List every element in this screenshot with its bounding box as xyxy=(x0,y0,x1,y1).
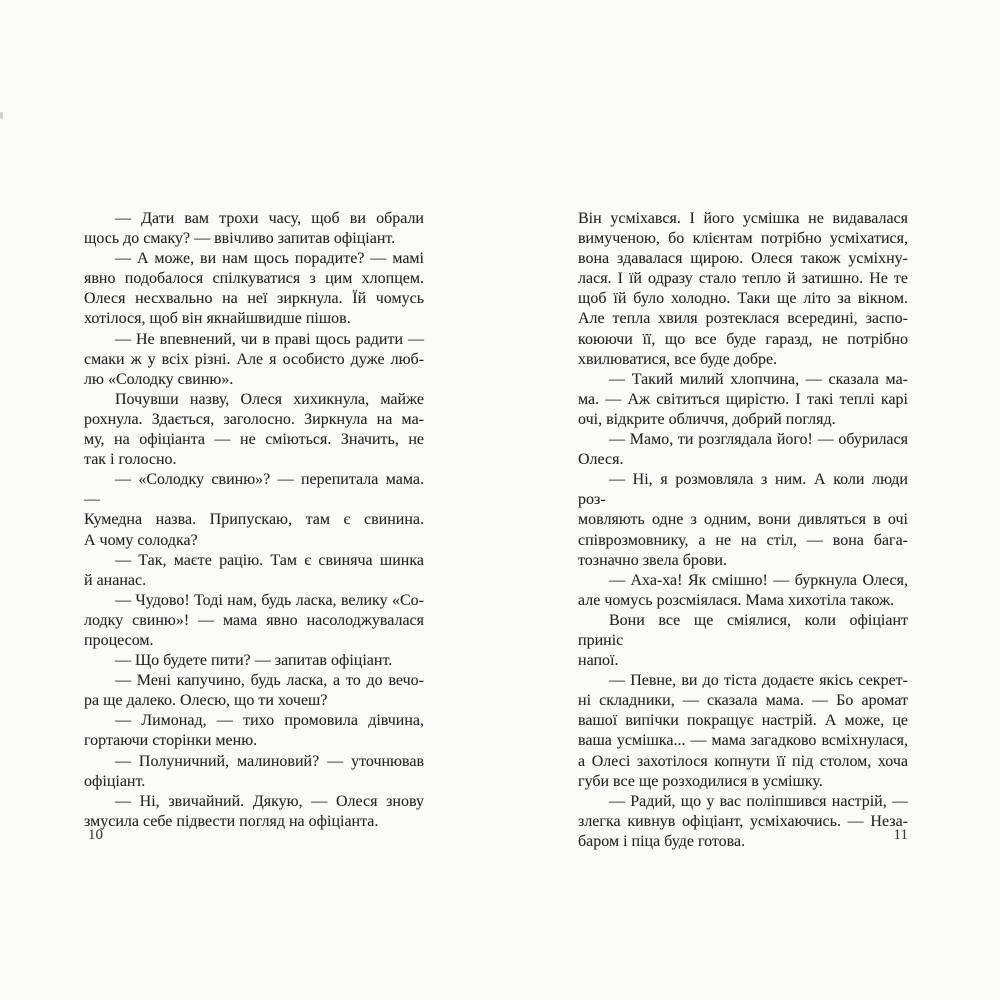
paragraph xyxy=(84,752,424,792)
text-line: — Дати вам трохи часу, щоб ви обрали xyxy=(115,210,424,227)
text-line: гортаючи сторінки меню. xyxy=(84,732,258,750)
text-line: напої. xyxy=(578,652,619,670)
text-line: Олеся несхвально на неї зиркнула. Їй чомусь xyxy=(84,290,424,308)
paragraph xyxy=(578,430,908,470)
text-line: Олеся. xyxy=(578,451,624,469)
paragraph xyxy=(578,209,908,370)
text-line: — Аха-ха! Як смішно! — буркнула Олеся, xyxy=(609,571,908,589)
text-line: офіціант. xyxy=(84,772,146,790)
page-number-left: 10 xyxy=(88,827,103,843)
text-line: Вони все ще сміялися, коли офіціант приніс xyxy=(578,611,908,649)
text-line: так і голосно. xyxy=(84,451,177,469)
text-line: а Олесі захотілося копнути її під столом, хоча xyxy=(578,752,908,770)
text-line: — Такий милий хлопчина, — сказала ма- xyxy=(609,370,908,388)
paragraph xyxy=(578,370,908,430)
text-line: му, на офіціанта — не сміються. Значить, не xyxy=(84,431,424,449)
text-line: мовляють одне з одним, вони дивляться в очі xyxy=(578,511,908,529)
page-number-right: 11 xyxy=(893,827,908,843)
text-line: — Лимонад, — тихо промовила дівчина, xyxy=(115,712,424,730)
text-line: вимученою, бо клієнтам потрібно усміхатися, xyxy=(578,230,908,248)
text-line: хвилюватися, все буде добре. xyxy=(578,350,778,368)
scan-artifact xyxy=(0,112,3,119)
paragraph xyxy=(84,651,424,671)
paragraph xyxy=(84,330,424,390)
text-line: — Ні, я розмовляла з ним. А коли люди роз- xyxy=(578,471,908,509)
paragraph xyxy=(84,711,424,751)
paragraph xyxy=(578,611,908,671)
paragraph xyxy=(84,249,424,329)
paragraph xyxy=(84,671,424,711)
text-line: рохнула. Здається, заголосно. Зиркнула на ма- xyxy=(84,410,424,428)
text-line: тозначно звела брови. xyxy=(578,551,727,569)
text-line: — Не впевнений, чи в праві щось радити — xyxy=(115,330,424,348)
text-line: — Певне, ви до тіста додаєте якісь секрет- xyxy=(609,672,908,690)
paragraph xyxy=(578,470,908,570)
text-line: й ананас. xyxy=(84,571,147,589)
text-line: — Радий, що у вас поліпшився настрій, — xyxy=(609,792,908,810)
text-line: смаки ж у всіх різні. Але я особисто дуже люб- xyxy=(84,350,424,368)
text-line: Почувши назву, Олеся хихикнула, майже xyxy=(115,390,424,408)
text-line: — Мені капучино, будь ласка, а то до вечо- xyxy=(115,672,424,690)
text-line: змусила себе підвести погляд на офіціанта. xyxy=(84,812,379,830)
text-line: очі, відкрите обличчя, добрий погляд. xyxy=(578,410,836,428)
text-line: хотілося, щоб він якнайшвидше пішов. xyxy=(84,310,351,328)
text-line: але чомусь розсміялася. Мама хихотіла також. xyxy=(578,591,895,609)
text-line: — А може, ви нам щось порадите? — мамі xyxy=(115,250,424,268)
paragraph xyxy=(84,792,424,832)
text-line: злегка кивнув офіціант, усміхаючись. — Неза- xyxy=(578,812,908,830)
text-line: явно подобалося спілкуватися з цим хлопцем. xyxy=(84,270,424,288)
text-line: Він усміхався. І його усмішка не видавалася xyxy=(578,210,908,227)
text-line: баром і піца буде готова. xyxy=(578,832,746,850)
text-line: вашої випічки покращує настрій. А може, це xyxy=(578,712,908,730)
text-line: Кумедна назва. Припускаю, там є свинина. xyxy=(84,511,424,529)
text-line: А чому солодка? xyxy=(84,531,198,549)
text-line: лася. І їй одразу стало тепло й затишно. Не те xyxy=(578,270,908,288)
text-line: коюючи її, що все буде гаразд, не потрібно xyxy=(578,330,908,348)
text-line: — Ні, звичайний. Дякую, — Олеся знову xyxy=(115,792,424,810)
text-line: ма. — Аж світиться щирістю. І такі теплі карі xyxy=(578,390,908,408)
text-line: ра ще далеко. Олесю, що ти хочеш? xyxy=(84,692,328,710)
text-line: — Полуничний, малиновий? — уточнював xyxy=(115,752,424,770)
text-line: лю «Солодку свиню». xyxy=(84,370,234,388)
text-line: Але тепла хвиля розтеклася всередині, заспо- xyxy=(578,310,908,328)
text-line: — Чудово! Тоді нам, будь ласка, велику «Со- xyxy=(115,591,424,609)
paragraph xyxy=(84,470,424,550)
text-line: процесом. xyxy=(84,631,154,649)
text-line: губи все ще розходилися в усмішку. xyxy=(578,772,823,790)
text-line: — Що будете пити? — запитав офіціант. xyxy=(115,652,393,670)
paragraph xyxy=(578,571,908,611)
text-line: ні складники, — сказала мама. — Бо аромат xyxy=(578,692,908,710)
paragraph xyxy=(578,671,908,792)
text-line: — Мамо, ти розглядала його! — обурилася xyxy=(609,431,908,449)
text-line: вона здавалася щирою. Олеся також усміхну- xyxy=(578,250,908,268)
text-line: — Так, маєте рацію. Там є свиняча шинка xyxy=(115,551,424,569)
text-line: ваша усмішка... — мама загадково всміхнулася, xyxy=(578,732,908,750)
text-line: щоб їй було холодно. Таки ще літо за вікном. xyxy=(578,290,908,308)
text-line: — «Солодку свиню»? — перепитала мама. — xyxy=(84,471,424,509)
paragraph xyxy=(84,390,424,470)
paragraph xyxy=(84,551,424,591)
text-line: співрозмовнику, а не на стіл, — вона бага- xyxy=(578,531,908,549)
text-line: щось до смаку? — ввічливо запитав офіціант. xyxy=(84,230,396,248)
paragraph xyxy=(84,209,424,249)
paragraph xyxy=(84,591,424,651)
page-11-text-block xyxy=(578,209,908,852)
page-10-text-block xyxy=(84,209,424,832)
text-line: лодку свиню»! — мама явно насолоджувалася xyxy=(84,611,424,629)
